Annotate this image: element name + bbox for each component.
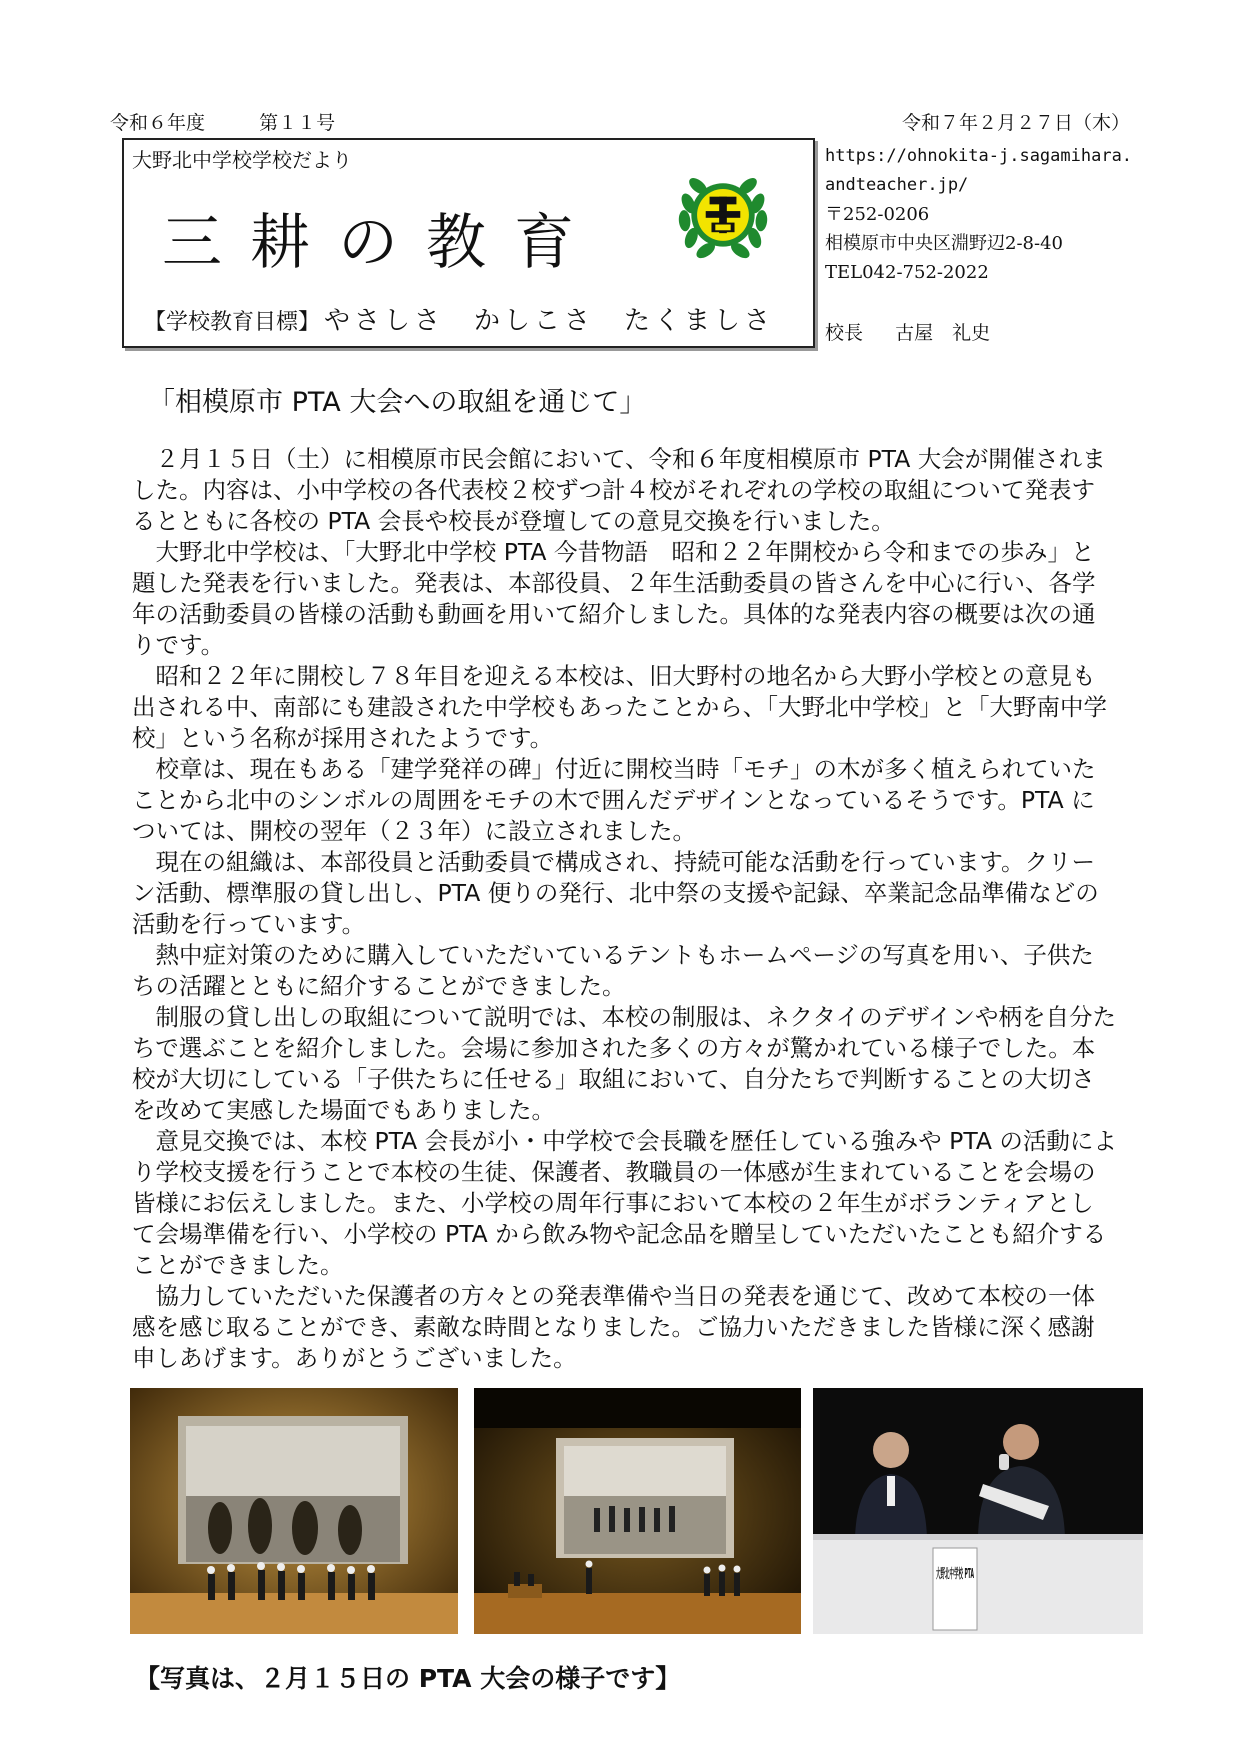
article-paragraph: 意見交換では、本校 PTA 会長が小・中学校で会長職を歴任している強みや PTA の活動により学校支援を行うことで本校の生徒、保護者、教職員の一体感が生まれていることを会場の皆様にお伝えしました。また、小学校の周年行事において本校の２年生がボランティアとして会場準備を行い、小学校の PTA から飲み物や記念品を贈呈していただいたことも紹介することができました。 [132, 1127, 1117, 1279]
principal-role: 校長 [825, 322, 864, 344]
photo-stage-presentation [130, 1388, 458, 1634]
issue-line [110, 108, 335, 135]
photo-caption: 【写真は、２月１５日の PTA 大会の様子です】 [135, 1664, 681, 1693]
principal-name: 古屋 礼史 [895, 322, 991, 344]
school-goals-label: 【学校教育目標】 [144, 310, 321, 335]
photo-wide-stage [474, 1388, 801, 1634]
newsletter-title: 三耕の教育 [162, 208, 602, 278]
article-title: 「相模原市 PTA 大会への取組を通じて」 [148, 387, 647, 418]
volume-label: 令和６年度 [110, 112, 206, 134]
postal-code: 〒252-0206 [825, 204, 930, 225]
issue-number: 第１１号 [259, 112, 336, 134]
article-paragraph: 校章は、現在もある「建学発祥の碑」付近に開校当時「モチ」の木が多く植えられていたことから北中のシンボルの周囲をモチの木で囲んだデザインとなっているそうです。PTA については、開校の翌年（２３年）に設立されました。 [132, 755, 1096, 845]
school-goals [144, 300, 774, 337]
school-emblem-icon [675, 165, 771, 261]
issue-date: 令和７年２月２７日（木） [901, 112, 1130, 134]
school-contact [825, 142, 1132, 287]
article-paragraph: 制服の貸し出しの取組について説明では、本校の制服は、ネクタイのデザインや柄を自分たちで選ぶことを紹介しました。会場に参加された多くの方々が驚かれている様子でした。本校が大切にしている「子供たちに任せる」取組において、自分たちで判断することの大切さを改めて実感した場面でもありました。 [132, 1003, 1116, 1124]
desk-sign-text [936, 1566, 974, 1582]
article-paragraph: 熱中症対策のために購入していただいているテントもホームページの写真を用い、子供たちの活躍とともに紹介することができました。 [132, 941, 1094, 1000]
article-paragraph: ２月１５日（土）に相模原市民会館において、令和６年度相模原市 PTA 大会が開催されました。内容は、小中学校の各代表校２校ずつ計４校がそれぞれの学校の取組について発表するとともに各校の PTA 会長や校長が登壇しての意見交換を行いました。 [132, 445, 1106, 535]
school-url-continued[interactable]: andteacher.jp/ [825, 175, 969, 195]
photo-panel-discussion [813, 1388, 1143, 1634]
school-tel: TEL042-752-2022 [825, 262, 989, 283]
school-url[interactable]: https://ohnokita-j.sagamihara. [825, 146, 1133, 166]
article-paragraph: 大野北中学校は、「大野北中学校 PTA 今昔物語 昭和２２年開校から令和までの歩み」と題した発表を行いました。発表は、本部役員、２年生活動委員の皆さんを中心に行い、各学年の活動委員の皆様の活動も動画を用いて紹介しました。具体的な発表内容の概要は次の通りです。 [132, 538, 1096, 659]
school-address: 相模原市中央区淵野辺2-8-40 [825, 233, 1063, 254]
article-paragraph: 昭和２２年に開校し７８年目を迎える本校は、旧大野村の地名から大野小学校との意見も出される中、南部にも建設された中学校もあったことから、「大野北中学校」と「大野南中学校」という名称が採用されたようです。 [132, 662, 1108, 752]
principal [825, 318, 990, 345]
newsletter-subtitle: 大野北中学校学校だより [132, 148, 352, 172]
article-body [132, 444, 1117, 1374]
school-goals-values: やさしさ かしこさ たくましさ [324, 306, 775, 336]
article-paragraph: 現在の組織は、本部役員と活動委員で構成され、持続可能な活動を行っています。クリーン活動、標準服の貸し出し、PTA 便りの発行、北中祭の支援や記録、卒業記念品準備などの活動を行っています。 [132, 848, 1099, 938]
article-paragraph: 協力していただいた保護者の方々との発表準備や当日の発表を通じて、改めて本校の一体感を感じ取ることができ、素敵な時間となりました。ご協力いただきました皆様に深く感謝申しあげます。ありがとうございました。 [132, 1282, 1096, 1372]
